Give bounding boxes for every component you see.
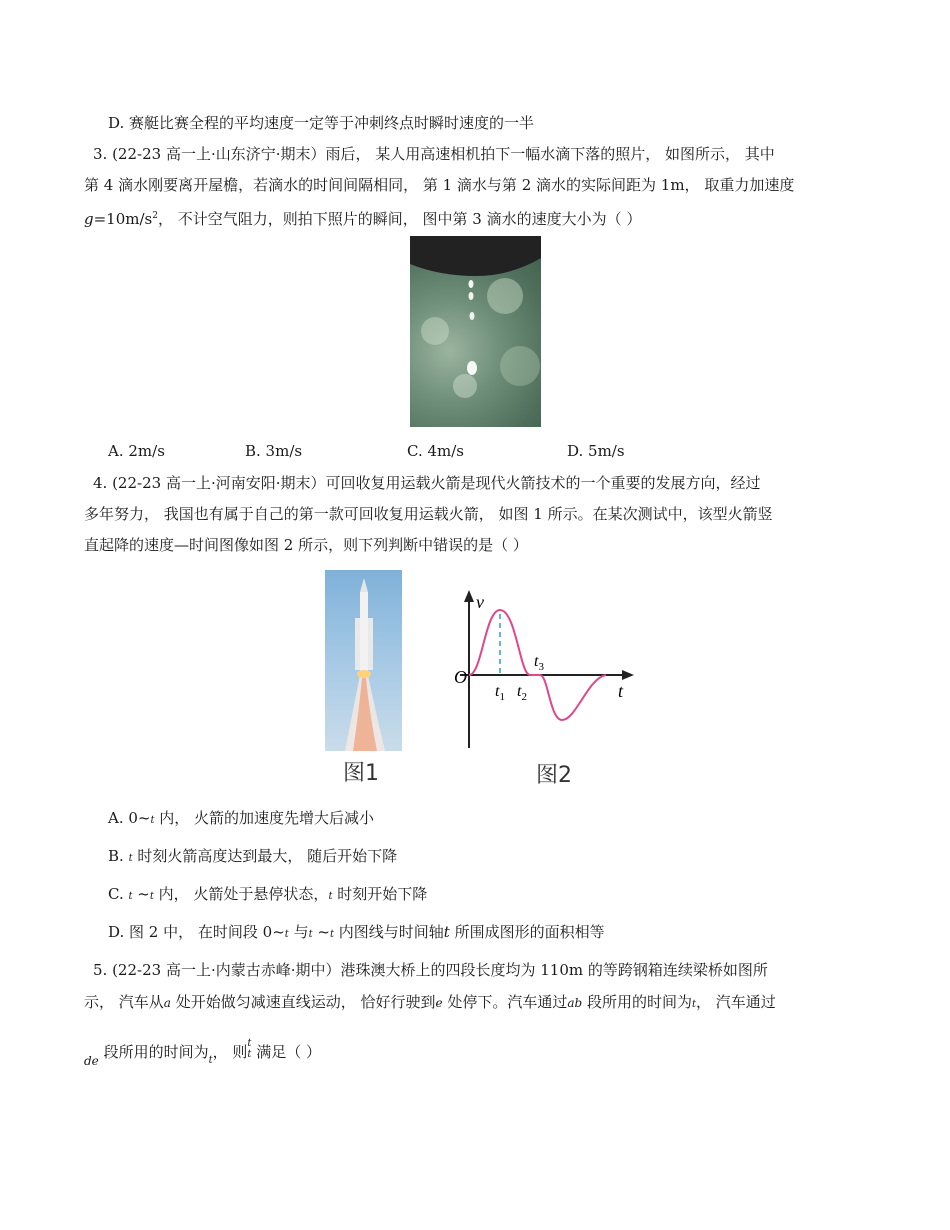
q4-c-pre: C. — [108, 885, 129, 903]
q5-l2-mid2: 处停下。汽车通过 — [442, 993, 568, 1011]
q5-l2-mid3: 段所用的时间为 — [582, 993, 692, 1011]
v-axis-arrow — [464, 590, 474, 602]
q4-c-var3: t — [328, 891, 333, 902]
q4-d-post1: 内图线与时间轴 — [333, 923, 444, 941]
q4-option-d — [108, 922, 605, 945]
q4-c-post2: 时刻开始下降 — [332, 885, 428, 903]
q4-c-mid: ~ — [132, 885, 150, 903]
t2-label: $t_2$ — [517, 683, 527, 703]
q4-d-post2: 所围成图形的面积相等 — [449, 923, 605, 941]
q4-option-c — [108, 884, 427, 907]
q4-d-var4: t — [443, 923, 450, 941]
q4-d-pre: D. 图 2 中， 在时间段 0~ — [108, 923, 285, 941]
q5-l3-post: 满足（ ） — [251, 1043, 321, 1061]
q2-option-d: D. 赛艇比赛全程的平均速度一定等于冲刺终点时瞬时速度的一半 — [108, 114, 535, 132]
q5-var-de: de — [84, 1054, 99, 1068]
q5-l2-pre: 示， 汽车从 — [84, 993, 164, 1011]
origin-label: O — [454, 667, 467, 687]
drop-3 — [469, 292, 474, 300]
q4-d-mid2: ~ — [312, 923, 330, 941]
velocity-time-graph — [440, 588, 640, 753]
q5-frac-num: t — [247, 1038, 252, 1049]
q5-var-t1: t — [692, 999, 697, 1010]
q4-stem-line2: 多年努力， 我国也有属于自己的第一款可回收复用运载火箭， 如图 1 所示。在某次测试中，该型火箭竖 — [84, 505, 773, 523]
v-axis-label: v — [476, 592, 484, 612]
t-axis-arrow — [622, 670, 634, 680]
rocket-illustration — [325, 570, 402, 751]
q3-rest: ， 不计空气阻力，则拍下照片的瞬间， 图中第 3 滴水的速度大小为（ ） — [157, 210, 642, 228]
q5-l2-mid1: 处开始做匀减速直线运动， 恰好行驶到 — [170, 993, 436, 1011]
q4-stem-line3: 直起降的速度—时间图像如图 2 所示，则下列判断中错误的是（ ） — [84, 536, 528, 554]
q5-var-t2: t — [208, 1055, 213, 1066]
q5-stem-line1: 5. (22-23 高一上·内蒙古赤峰·期中）港珠澳大桥上的四段长度均为 110m 的等跨钢箱连续梁桥如图所 — [93, 961, 768, 979]
water-drops-illustration — [410, 236, 541, 427]
q4-d-mid1: 与 — [288, 923, 309, 941]
q5-l3-mid2: ， 则 — [212, 1043, 248, 1061]
t3-label: $t_3$ — [534, 653, 544, 673]
q4-b-post: 时刻火箭高度达到最大， 随后开始下降 — [132, 847, 398, 865]
water-drops-photo — [410, 236, 541, 427]
q3-var-g: g — [84, 210, 94, 228]
figure-2-caption: 图2 — [536, 763, 572, 788]
q4-b-var: t — [128, 853, 133, 864]
q4-d-var1: t — [284, 929, 289, 940]
q3-sup: 2 — [152, 211, 158, 221]
q3-stem-line2: 第 4 滴水刚要离开屋檐，若滴水的时间间隔相同， 第 1 滴水与第 2 滴水的实际间距为 1m， 取重力加速度 — [84, 176, 795, 194]
figure-1-caption: 图1 — [343, 761, 379, 786]
q5-l2-post: ， 汽车通过 — [696, 993, 776, 1011]
q4-c-var1: t — [128, 891, 133, 902]
q4-option-a — [108, 808, 374, 831]
q3-eq: =10m/s — [93, 210, 153, 228]
q3-option-c: C. 4m/s — [407, 442, 464, 460]
drop-1 — [467, 361, 477, 375]
q3-option-d: D. 5m/s — [567, 442, 625, 460]
q5-stem-line2 — [84, 992, 776, 1015]
q4-a-var: t — [150, 815, 155, 826]
drop-2 — [470, 312, 475, 320]
q3-stem-line3 — [84, 206, 641, 229]
q5-l3-mid: 段所用的时间为 — [98, 1043, 209, 1061]
q4-d-var2: t — [308, 929, 313, 940]
q3-option-a: A. 2m/s — [108, 442, 165, 460]
drop-4 — [469, 280, 474, 288]
q4-stem-line1: 4. (22-23 高一上·河南安阳·期末）可回收复用运载火箭是现代火箭技术的一个重要的发展方向，经过 — [93, 474, 761, 492]
q4-option-b — [108, 846, 397, 869]
q4-c-post1: 内， 火箭处于悬停状态， — [153, 885, 329, 903]
t1-label: $t_1$ — [495, 683, 505, 703]
q3-option-b: B. 3m/s — [245, 442, 303, 460]
q5-var-e: e — [435, 996, 443, 1010]
q5-var-a: a — [163, 996, 171, 1010]
q4-a-post: 内， 火箭的加速度先增大后减小 — [154, 809, 375, 827]
q5-var-ab: ab — [567, 996, 583, 1010]
q5-stem-line3 — [84, 1038, 321, 1068]
q3-stem-line1: 3. (22-23 高一上·山东济宁·期末）雨后， 某人用高速相机拍下一幅水滴下落的照片， 如图所示， 其中 — [93, 145, 775, 163]
q5-fraction — [247, 1038, 251, 1060]
q4-b-pre: B. — [108, 847, 129, 865]
q4-c-var2: t — [149, 891, 154, 902]
rocket-photo — [325, 570, 402, 751]
q5-frac-den: t — [247, 1049, 252, 1060]
t-axis-label: t — [618, 681, 624, 701]
q4-d-var3: t — [329, 929, 334, 940]
q4-a-pre: A. 0~ — [108, 809, 151, 827]
